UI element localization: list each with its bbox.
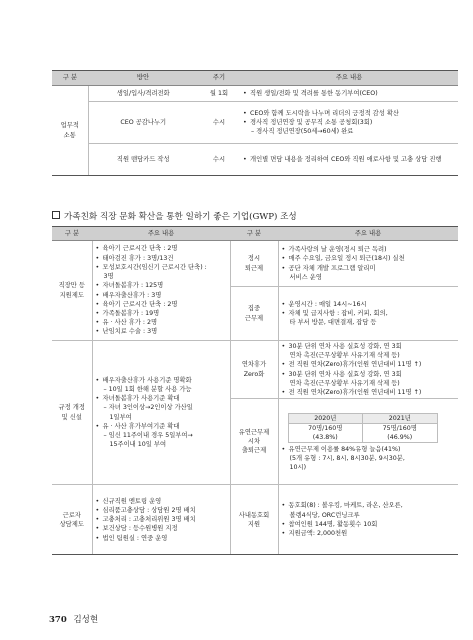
gwp-table <box>52 226 458 555</box>
t2-subitem: 서비스 운영 <box>289 273 322 281</box>
t2-item: • 30분 단위 연차 사용 실효성 강화, 연 3회 <box>282 342 456 351</box>
t2-item: • 난임치료 수술 : 3명 <box>96 327 227 336</box>
t2-item: • 법인 팀원실 : 연중 운영 <box>96 534 227 543</box>
t2-item: • 유연근무제 이용률 84%유형 늘음(41%) <box>282 445 456 454</box>
t2-left-content-1 <box>92 241 230 341</box>
t2-item: • 신규직원 멘토링 운영 <box>96 497 227 506</box>
t2-left-category-1 <box>52 241 92 341</box>
t1-subitem: – 경사직 정년연장(50세→60세) 완료 <box>251 128 354 136</box>
t2-subitem: 1일부여 <box>109 413 132 421</box>
t2-right-content-4 <box>278 399 458 485</box>
author-name: 김성현 <box>73 615 99 625</box>
t2-item: • 보건상담 : 등수원병원 지정 <box>96 524 227 533</box>
t2-left-content-3 <box>92 485 230 555</box>
t2-right-category-text: 유연근무제 시차 출퇴근제 <box>238 428 270 455</box>
section-title <box>52 210 297 222</box>
square-bullet-icon <box>52 211 60 219</box>
t2-header-content-right: 주요 내용 <box>278 227 458 241</box>
t1-plan-2: CEO 공감나누기 <box>88 102 198 144</box>
t2-item: • 30분 단위 연차 사용 실효성 강화, 연 3회 <box>282 370 456 379</box>
t2-item: • 공단 자체 개발 프로그램 알리미 <box>282 264 456 273</box>
mini-value: 75명/160명 (46.9%) <box>363 423 438 442</box>
t2-right-category-1 <box>230 241 278 287</box>
t2-right-category-text: 집중 근무제 <box>244 305 264 322</box>
mini-year: 2020년 <box>288 413 363 423</box>
t2-item: • 배우자출산휴가 : 3명 <box>96 291 227 300</box>
communication-table <box>52 70 458 176</box>
t2-subitem: 연차 촉진(근무상황부 사유기재 삭제 등) <box>289 352 400 360</box>
t2-item: • 자녀돌봄휴가 사용기준 확대 <box>96 394 227 403</box>
t1-cycle-3: 수시 <box>198 144 240 176</box>
t1-cycle-2: 수시 <box>198 102 240 144</box>
t1-header-plan: 방안 <box>88 71 198 86</box>
t1-item: • CEO와 함께 도시락을 나누며 리더의 긍정적 감성 확산 <box>243 109 455 118</box>
t1-item: • 직원 생일/전화 및 격려를 통한 동기부여(CEO) <box>243 89 455 98</box>
t1-plan-1: 생일/입사/격려전화 <box>88 86 198 102</box>
t1-cycle-1: 월 1회 <box>198 86 240 102</box>
t2-left-category-text: 직장만 등 지원제도 <box>58 282 85 299</box>
t2-subitem: – 자녀 3인이상→2인이상 가산일 <box>103 404 193 412</box>
section-title-text: 가족친화 직장 문화 확산을 통한 일하기 좋은 기업(GWP) 조성 <box>64 212 297 222</box>
t2-right-content-3 <box>278 341 458 399</box>
t2-item: • 참여인원 144명, 활동횟수 10회 <box>282 520 456 529</box>
t2-right-category-text: 연차휴가 Zero화 <box>241 361 267 378</box>
t2-item: • 태아검진 휴가 : 3명/13건 <box>96 254 227 263</box>
t2-subitem: 타 부서 방문, 대면결재, 잡담 등 <box>289 319 377 327</box>
mini-year: 2021년 <box>363 413 438 423</box>
page-number: 370 <box>49 615 67 625</box>
t1-header-category: 구 분 <box>52 71 88 86</box>
t2-left-category-text: 근로자 상담제도 <box>59 511 84 528</box>
t1-content-3 <box>240 144 458 176</box>
t2-subitem: 연차 촉진(근무상황부 사유기재 삭제 등) <box>289 379 400 387</box>
t2-item: • 운영시간 : 매일 14시~16시 <box>282 300 456 309</box>
t2-right-category-5 <box>230 485 278 555</box>
t2-item: • 심리품고충상담 : 상담원 2명 배치 <box>96 506 227 515</box>
t2-header-category-right: 구 분 <box>230 227 278 241</box>
t2-item: • 자녀돌봄휴가 : 125명 <box>96 281 227 290</box>
flex-work-stats-table <box>288 413 438 443</box>
t2-header-category-left: 구 분 <box>52 227 92 241</box>
t2-left-category-3 <box>52 485 92 555</box>
page-footer <box>49 613 98 625</box>
t2-left-category-2 <box>52 341 92 485</box>
t2-right-category-2 <box>230 287 278 341</box>
t2-right-category-text: 정시 퇴근제 <box>244 255 264 272</box>
t2-item: • 전 직원 연차(Zero)휴가(인원 연년대비 11명 ↑) <box>282 360 456 369</box>
t1-category <box>52 86 88 176</box>
t2-right-category-3 <box>230 341 278 399</box>
t2-item: • 육아기 근로시간 단축 : 2명 <box>96 300 227 309</box>
t1-header-content: 주요 내용 <box>240 71 458 86</box>
t2-subitem: – 임신 11주이내 경우 5일부여→ <box>103 432 193 440</box>
t2-subitem: 3명 <box>103 273 114 281</box>
t1-header-cycle: 주기 <box>198 71 240 86</box>
t2-subitem: 15주이내 10일 부여 <box>109 441 167 449</box>
t2-item: • 가족사랑의 날 운영(정시 퇴근 독려) <box>282 245 456 254</box>
t2-left-content-2 <box>92 341 230 485</box>
t2-right-content-2 <box>278 287 458 341</box>
t2-item: • 전 직원 연차(Zero)휴가(인원 연년대비 11명 ↑) <box>282 388 456 397</box>
t2-left-category-text: 규정 개정 및 신설 <box>58 404 85 421</box>
t2-right-content-1 <box>278 241 458 287</box>
t2-item: • 동호회(8) : 볼우킹, 마케트, 라온, 산오른, <box>282 501 456 510</box>
t2-right-content-5 <box>278 485 458 555</box>
t1-content-1 <box>240 86 458 102</box>
t1-item: • 개인별 면담 내용을 정리하여 CEO와 직원 애로사항 및 고충 상담 진행 <box>243 155 455 164</box>
t1-content-2 <box>240 102 458 144</box>
t2-subitem: (5개 유형 : 7시, 8시, 8시30분, 9시30분, <box>289 455 405 463</box>
t1-category-text: 업무적 소통 <box>60 122 79 139</box>
t2-right-category-4 <box>230 399 278 485</box>
t2-item: • 모성보호시간(임신기 근로시간 단축) : <box>96 263 227 272</box>
t1-plan-3: 직원 맨담카드 작성 <box>88 144 198 176</box>
t2-subitem: – 10일 1회 한해 분할 사용 가능 <box>103 386 192 393</box>
mini-value: 70명/160명 (43.8%) <box>288 423 363 442</box>
t2-item: • 지원금액: 2,000천원 <box>282 529 456 538</box>
t2-item: • 매주 수요일, 금요일 정시 퇴근(18시) 실천 <box>282 254 456 263</box>
t2-header-content-left: 주요 내용 <box>92 227 230 241</box>
t2-item: • 배우자출산휴가 사용기준 명확화 <box>96 376 227 385</box>
t2-subitem: 10시) <box>289 464 307 472</box>
t1-item: • 경사직 정년연장 및 공무직 소통 공청회(3회) <box>243 118 455 127</box>
t2-item: • 유 · 사산 휴가 : 2명 <box>96 318 227 327</box>
t2-item: • 육아기 근로시간 단축 : 2명 <box>96 244 227 253</box>
t2-item: • 자체 및 급지사항 : 잡비, 커피, 회의, <box>282 309 456 318</box>
t2-item: • 고충처리 : 고충처리위원 3명 배치 <box>96 515 227 524</box>
t2-right-category-text: 사내동호회 지원 <box>238 511 270 528</box>
t2-item: • 유 · 사산 휴가부여기준 확대 <box>96 422 227 431</box>
t2-item: • 가족돌봄휴가 : 19명 <box>96 309 227 318</box>
t2-subitem: 볼렝4식당, ORC런닝크루 <box>289 511 360 519</box>
